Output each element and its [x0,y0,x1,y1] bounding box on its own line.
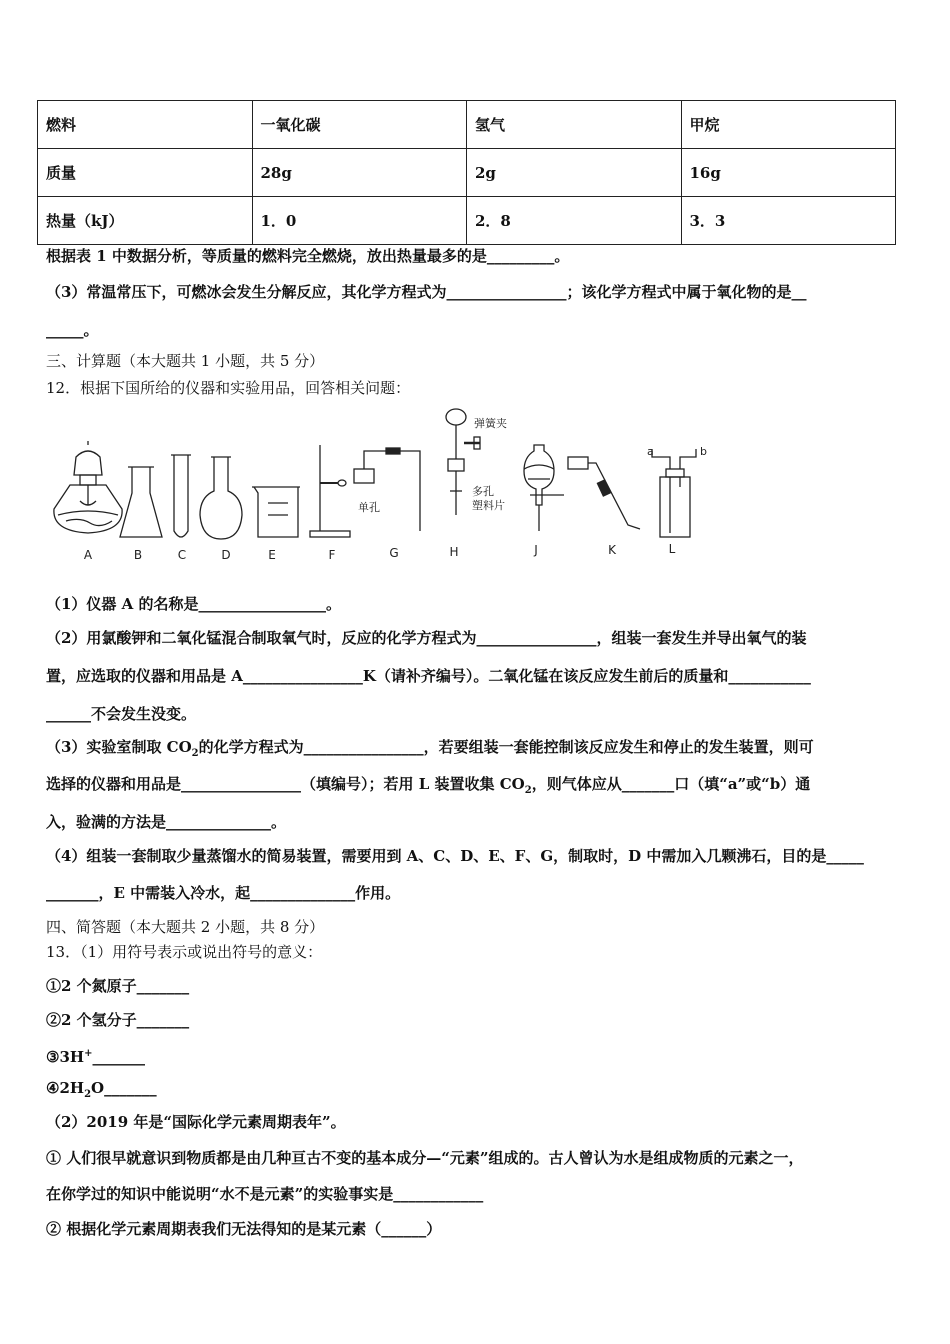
label-J: J [534,543,538,557]
bent-tube-drawing [568,457,640,529]
table-cell: 燃料 [38,101,253,149]
separatory-funnel-drawing [524,445,564,531]
spring-clip-label: 弹簧夹 [474,417,507,430]
table-cell: 甲烷 [681,101,896,149]
label-L: L [668,542,676,556]
fuel-table [37,100,896,245]
text-line: ②2 个氢分子_______ [46,1011,190,1029]
label-G: G [389,546,399,560]
table-row [38,197,896,245]
text-line: ① 人们很早就意识到物质都是由几种亘古不变的基本成分—“元素”组成的。古人曾认为水是组成物质的元素之一， [46,1149,804,1167]
table-row [38,101,896,149]
label-F: F [328,548,336,562]
question-title: 13．（1）用符号表示或说出符号的意义： [46,943,323,961]
label-B: B [133,548,143,562]
text-line: ______不会发生没变。 [46,705,197,723]
port-b-label: b [700,445,707,458]
apparatus-figure [40,405,720,565]
label-H: H [449,545,459,559]
text-line: （3）实验室制取 $CO_2$的化学方程式为________________，若要组装一套能控制该反应发生和停止的发生装置，则可 [46,738,814,759]
text-line: _____。 [46,321,99,339]
text-line: ② 根据化学元素周期表我们无法得知的是某元素（______） [46,1220,442,1238]
table-cell: 16g [681,149,896,197]
single-hole-label: 单孔 [358,501,380,514]
text-line: （2）用氯酸钾和二氧化锰混合制取氧气时，反应的化学方程式为________________，组装一套发生并导出氧气的装 [46,629,807,647]
conical-flask-drawing [120,467,162,537]
table-cell: 28g [252,149,467,197]
table-cell: 3．3 [681,197,896,245]
text-line: $④2H_2O\_\_\_\_\_\_\_$ [46,1079,157,1100]
table-cell: 2g [467,149,682,197]
porous-plate-label: 多孔 [472,485,494,498]
section-heading: 三、计算题（本大题共 1 小题，共 5 分） [46,352,325,370]
label-A: A [83,548,93,562]
stopper-tube-drawing [354,448,420,531]
table-cell: 质量 [38,149,253,197]
text-line: 在你学过的知识中能说明“水不是元素”的实验事实是____________ [46,1185,484,1203]
table-cell: 热量（kJ） [38,197,253,245]
text-line: 置，应选取的仪器和用品是 A________________K（请补齐编号）。二氧化锰在该反应发生前后的质量和___________ [46,667,811,685]
label-E: E [268,548,276,562]
text-line: 选择的仪器和用品是________________（填编号）；若用 L 装置收集 $CO_2$，则气体应从_______口（填“a”或“b）通 [46,775,811,796]
table-cell: 氢气 [467,101,682,149]
gas-bottle-drawing [652,449,696,537]
question-title: 12．根据下国所给的仪器和实验用品，回答相关问题： [46,379,411,397]
test-tube-drawing [171,455,191,537]
text-line: ③3H+_______ [46,1048,145,1066]
table-cell: 2．8 [467,197,682,245]
table-row [38,149,896,197]
text-line: （4）组装一套制取少量蒸馏水的简易装置，需要用到 A、C、D、E、F、G，制取时，D 中需加入几颗沸石，目的是_____ [46,847,864,865]
port-a-label: a [647,445,654,458]
round-flask-drawing [200,457,242,539]
section-heading: 四、简答题（本大题共 2 小题，共 8 分） [46,918,325,936]
iron-stand-drawing [310,445,350,537]
text-line: 根据表 1 中数据分析，等质量的燃料完全燃烧，放出热量最多的是_________。 [46,247,570,265]
label-K: K [608,543,616,557]
text-line: 入，验满的方法是______________。 [46,813,287,831]
text-line: ①2 个氮原子_______ [46,977,190,995]
alcohol-lamp-drawing [54,441,122,533]
text-line: _______，E 中需装入冷水，起______________作用。 [46,884,401,902]
table-cell: 1．0 [252,197,467,245]
text-line: （3）常温常压下，可燃冰会发生分解反应，其化学方程式为________________；该化学方程式中属于氧化物的是__ [46,283,807,301]
porous-plate-label-2: 塑料片 [472,499,505,512]
text-line: （1）仪器 A 的名称是_________________。 [46,595,342,613]
label-C: C [177,548,187,562]
text-line: （2）2019 年是“国际化学元素周期表年”。 [46,1113,346,1131]
table-cell: 一氧化碳 [252,101,467,149]
label-D: D [221,548,231,562]
beaker-drawing [252,487,300,537]
